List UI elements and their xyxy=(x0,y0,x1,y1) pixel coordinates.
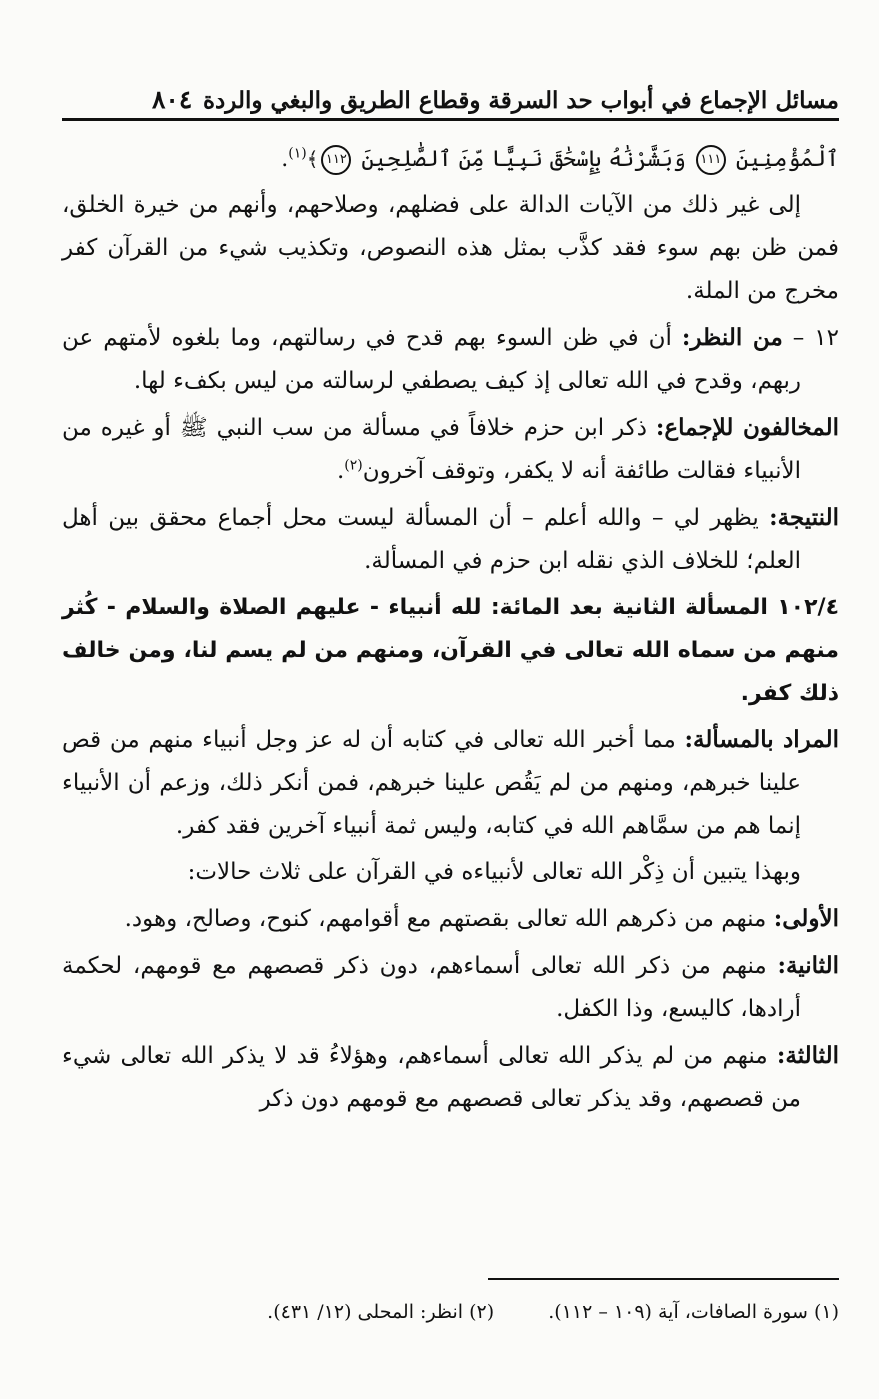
paragraph-number: ١٢ – xyxy=(782,325,839,351)
paragraph-lead: الثالثة: xyxy=(776,1042,839,1069)
paragraph-lead: من النظر: xyxy=(681,324,783,351)
page-header xyxy=(62,72,839,121)
footnotes xyxy=(60,1296,839,1328)
paragraph: وبهذا يتبين أن ذِكْر الله تعالى لأنبياءه في القرآن على ثلاث حالات: xyxy=(187,859,801,885)
paragraph-text: يظهر لي – والله أعلم – أن المسألة ليست محل أجماع محقق بين أهل العلم؛ للخلاف الذي نقله ابن حزم في المسألة. xyxy=(62,505,801,574)
footnote-ref: (٢) xyxy=(344,457,363,474)
paragraph-end: . xyxy=(336,458,345,484)
page-body xyxy=(62,138,839,1124)
paragraph xyxy=(62,718,839,848)
footnote-divider xyxy=(488,1278,839,1280)
ayah-number-marker: ١١٢ xyxy=(321,145,351,175)
verse-word: ٱلْمُؤْمِنِينَ xyxy=(735,147,839,172)
paragraph-text: منهم من لم يذكر الله تعالى أسماءهم، وهؤلاءُ قد لا يذكر الله تعالى شيء من قصصهم، وقد يذكر تعالى قصصهم مع قومهم دون ذكر xyxy=(62,1043,801,1112)
paragraph-text: مما أخبر الله تعالى في كتابه أن له عز وجل أنبياء منهم من قص علينا خبرهم، ومنهم من لم يَقُص علينا خبرهم، فمن أنكر ذلك، وزعم أن الأنبياء إنما هم من سمَّاهم الله في كتابه، وليس ثمة أنبياء آخرين فقد كفر. xyxy=(62,727,801,839)
verse-text: وَبَشَّرْنَٰهُ بِإِسْحَٰقَ نَبِيًّا مِّنَ ٱلصَّٰلِحِينَ xyxy=(361,147,686,172)
ayah-number-marker: ١١١ xyxy=(696,145,726,175)
paragraph-lead: الأولى: xyxy=(773,905,839,932)
paragraph-lead: الثانية: xyxy=(777,952,839,979)
paragraph xyxy=(62,406,839,493)
paragraph-text: منهم من ذكرهم الله تعالى بقصتهم مع أقوامهم، كنوح، وصالح، وهود. xyxy=(124,906,774,932)
paragraph xyxy=(62,944,839,1031)
paragraph-lead: المخالفون للإجماع: xyxy=(655,414,839,441)
paragraph xyxy=(62,496,839,583)
running-title: مسائل الإجماع في أبواب حد السرقة وقطاع الطريق والبغي والردة xyxy=(202,87,839,114)
paragraph-lead: النتيجة: xyxy=(769,504,839,531)
paragraph-text: ذكر ابن حزم خلافاً في مسألة من سب النبي ﷺ أو غيره من الأنبياء فقالت طائفة أنه لا يكفر، وتوقف آخرون xyxy=(62,415,801,484)
paragraph xyxy=(62,897,839,941)
verse-end: . xyxy=(281,147,289,172)
paragraph-text: منهم من ذكر الله تعالى أسماءهم، دون ذكر قصصهم مع قومهم، لحكمة أرادها، كاليسع، وذا الكفل. xyxy=(62,953,801,1022)
paragraph: إلى غير ذلك من الآيات الدالة على فضلهم، وصلاحهم، وأنهم من خيرة الخلق، فمن ظن بهم سوء فقد كذَّب بمثل هذه النصوص، وتكذيب شيء من القرآن كفر مخرج من الملة. xyxy=(62,192,839,304)
quran-verse xyxy=(62,138,839,181)
paragraph xyxy=(62,1034,839,1121)
paragraph-lead: المراد بالمسألة: xyxy=(684,726,840,753)
verse-close-bracket: ﴾ xyxy=(306,147,319,171)
footnote-1: (١) سورة الصافات، آية (١٠٩ – ١١٢). xyxy=(548,1301,839,1323)
issue-heading: ١٠٢/٤ المسألة الثانية بعد المائة: لله أنبياء - عليهم الصلاة والسلام - كُثر منهم من سماه الله تعالى في القرآن، ومنهم من لم يسم لنا، ومن خالف ذلك كفر. xyxy=(62,595,839,706)
footnote-2: (٢) انظر: المحلى (١٢/ ٤٣١). xyxy=(267,1301,495,1323)
page-number: ٨٠٤ xyxy=(152,85,193,114)
paragraph xyxy=(62,316,839,403)
paragraph-text: أن في ظن السوء بهم قدح في رسالتهم، وما بلغوه لأمتهم عن ربهم، وقدح في الله تعالى إذ كيف يصطفي لرسالته من ليس بكفء لها. xyxy=(62,325,801,394)
footnote-ref: (١) xyxy=(288,145,307,162)
